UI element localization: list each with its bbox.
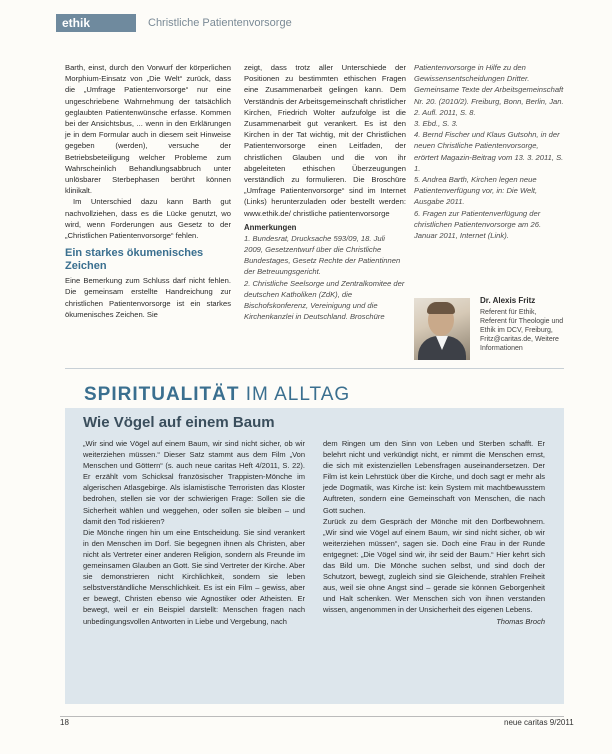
section-title-rest: IM ALLTAG	[239, 384, 351, 405]
notes-heading: Anmerkungen	[244, 222, 297, 232]
paragraph: dem Ringen um den Sinn von Leben und Sterben schafft. Er belehrt nicht und verkündigt nicht, er nimmt die Menschen ernst, die sich mit existenziellen Lebensfragen auseinandersetzen. Der Film ist kein Lehrstück über die Kirche, und doch sagt er mehr als jede Dogmatik, was Kirche ist: kein System mit machtbewusstem Auftreten, sondern eine Gemeinschaft von Menschen, die nach Gott suchen.	[323, 439, 545, 515]
paragraph: Barth, einst, durch den Vorwurf der körperlichen Morphium-Einsatz von „Die Welt“ zurück, dass die „Umfrage Patientenvorsorge“ nur eine ungeschriebene Wahrnehmung der tatsächlich geglaubten Patientenwünsche erfasse. Kommen bei der Ansichtsbus, ... wenn in den Erklärungen je in dem Formular auch in diesem seit Hinweise gegeben (werden), versuche der Betriebsbeteiligung welcher Probleme zum Wahrscheinlich Behandlungsabbruch unter unlösbarer Sterbephasen berührt können klinikalt.	[65, 63, 231, 196]
section-title	[84, 384, 350, 406]
article-column-1	[65, 62, 231, 320]
box-column-1	[83, 438, 305, 627]
paragraph: Die Mönche ringen hin um eine Entscheidung. Sie sind verankert in den Menschen im Dorf. Sie begegnen ihnen als Christen, aber nicht als Vertreter einer anderen Religion, sondern als Freunde im gemeinsamen Glauben an Gott. Sie sind Vertreter der Kirche. Aber sie demonstrieren nicht Kirchlichkeit, sondern sie leben selbstverständliche Menschlichkeit. Es ist ein Film – gewiss, aber er bewegt, Christen ebenso wie Agnostiker oder Atheisten. Er bewegt, weil er ein Beispiel darstellt: Menschen fragen nach unbedingungsvollen Antworten in Liebe und Vergebung, nach	[83, 527, 305, 626]
author-box	[414, 296, 564, 360]
note-item: 2. Christliche Seelsorge und Zentralkomitee der deutschen Katholiken (ZdK), die Bischofskonferenz, Vereinigung und die Kirchenkanzlei in Deutschland. Broschüre	[244, 278, 405, 322]
note-item: 1. Bundesrat, Drucksache 593/09, 18. Juli 2009, Gesetzentwurf über die Christliche Bundestages, Gesetz Rechte der Patientinnen der Betreuungsgericht.	[244, 233, 401, 277]
magazine-issue: neue caritas 9/2011	[504, 718, 574, 727]
subheading: Ein starkes ökumenisches Zeichen	[65, 247, 204, 273]
notes-column	[414, 62, 564, 241]
section-divider	[65, 368, 564, 369]
note-item: Patientenvorsorge in Hilfe zu den Gewissensentscheidungen Dritter. Gemeinsame Texte der Arbeitsgemeinschaft Nr. 20. (2010/2). Freiburg, Bonn, Berlin, Jan. 2. Aufl. 2011, S. 8.	[414, 63, 564, 117]
notes-list	[244, 233, 406, 323]
note-item: 5. Andrea Barth, Kirchen legen neue Patientenverfügung vor, in: Die Welt, Ausgabe 2011.	[414, 175, 538, 207]
footer-rule	[60, 716, 564, 717]
section-tab: ethik	[56, 14, 136, 32]
spirituality-box	[65, 408, 564, 704]
note-item: 3. Ebd., S. 3.	[414, 119, 458, 129]
signature: Thomas Broch	[496, 616, 545, 626]
page-footer	[0, 716, 612, 734]
box-column-2	[323, 438, 545, 627]
note-item: 4. Bernd Fischer und Klaus Gutsohn, in der neuen Christliche Patientenvorsorge, erörtert Magazin-Beitrag vom 13. 3. 2011, S. 1.	[414, 130, 564, 173]
author-photo	[414, 298, 470, 360]
section-title-bold: SPIRITUALITÄT	[84, 384, 240, 405]
paragraph: „Wir sind wie Vögel auf einem Baum, wir sind nicht sicher, ob wir weiterziehen müssen.“ Dieser Satz stammt aus dem Film „Von Menschen und Göttern“ (s. auch neue caritas Heft 4/2011, S. 22). Er erzählt vom Schicksal französischer Trappisten-Mönche im algerischen Atlasgebirge. Als islamistische Terroristen das Kloster bedrohen, stellen sie vor der schwierigen Frage: Sollen sie die Sicherheit wählen und weggehen, oder sollen sie bleiben – und damit den Tod riskieren?	[83, 439, 305, 526]
paragraph: zeigt, dass trotz aller Unterschiede der Positionen zu bestimmten ethischen Fragen eine Zusammenarbeit gelingen kann. Dem Verständnis der Arbeitsgemeinschaft christlicher Kirchen, Friedrich Wolter aufzufolge ist die Zusammenarbeit gut verankert. Es ist den Kirchen in der Tat wichtig, mit der Christlichen Patientenvorsorge einen Leitfaden, der christlichen Glauben und die von ihr abgeleiteten ethischen Überzeugungen verständlich zu formulieren. Die Broschüre „Umfrage Patientenvorsorge“ sind im Internet (Links) herunterzuladen oder bestellt werden: www.ethik.de/ christliche patientenvorsorge	[244, 63, 406, 218]
article-column-2	[244, 62, 406, 322]
page-number: 18	[60, 718, 69, 727]
author-bio: Referent für Ethik, Referent für Theologie und Ethik im DCV, Freiburg, Fritz@caritas.de, Weitere Informationen	[480, 309, 564, 352]
paragraph: Zurück zu dem Gespräch der Mönche mit den Dorfbewohnern. „Wir sind wie Vögel auf einem Baum, wir sind nicht sicher, ob wir weiterziehen müssen“, sagen sie. Doch eine Frau in der Runde entgegnet: „Die Vögel sind wir, ihr seid der Baum.“ Hier kehrt sich das Bild um. Die Mönche suchen selbst, und sind doch der Schutzort, bewegt, zugleich sind sie Gleichende, strahlen Freiheit aus, weil sie ohne Angst sind – gerade sie können Geborgenheit und Halt schenken. Wer Menschen sich von ihnen verstanden wissen, angenommen in der Unsicherheit des eigenen Lebens.	[323, 516, 545, 615]
box-title: Wie Vögel auf einem Baum	[83, 414, 275, 431]
paragraph: Im Unterschied dazu kann Barth gut nachvollziehen, dass es die Lücke genutzt, wo wird, wenn Forderungen aus Gesetz to der „Christlichen Patientenvorsorge“ fehlen.	[65, 197, 231, 241]
author-name: Dr. Alexis Fritz	[480, 296, 536, 305]
running-title: Christliche Patientenvorsorge	[148, 17, 292, 29]
page-header	[0, 14, 612, 32]
note-item: 6. Fragen zur Patientenverfügung der christlichen Patientenvorsorge am 26. Januar 2011, Internet (Link).	[414, 208, 542, 241]
paragraph: Eine Bemerkung zum Schluss darf nicht fehlen. Die gemeinsam erstellte Handreichung zur christlichen Patientenvorsorge ist ein starkes ökumenisches Zeichen. Sie	[65, 276, 231, 319]
